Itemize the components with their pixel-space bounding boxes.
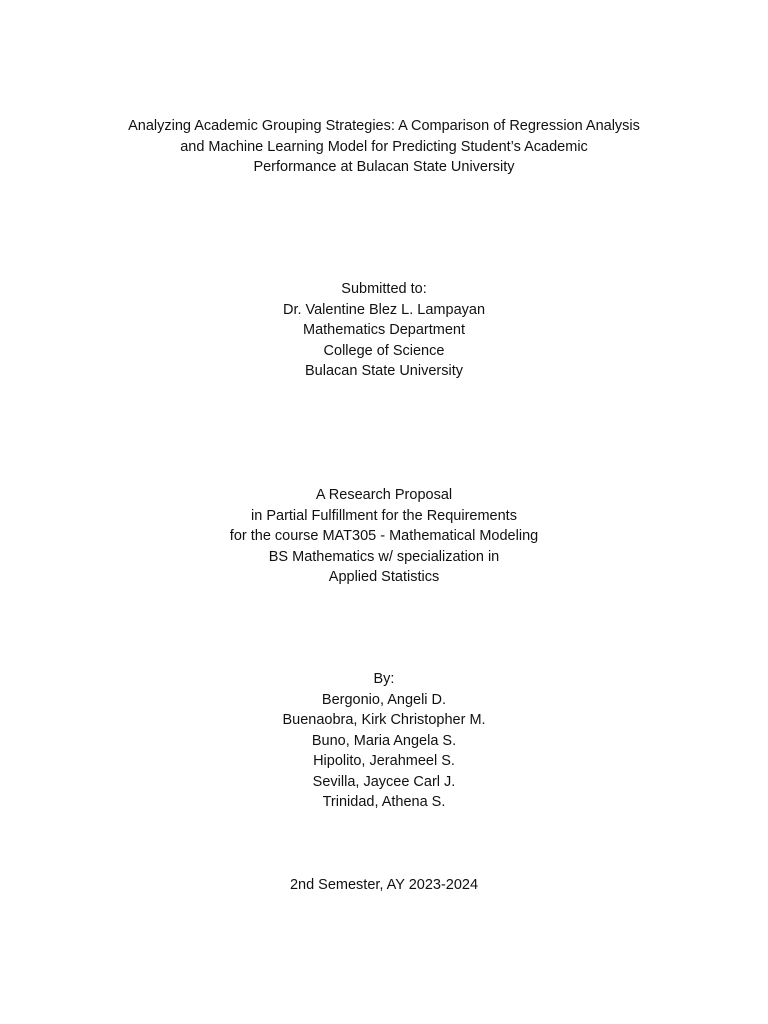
author-name: Sevilla, Jaycee Carl J. — [312, 773, 456, 790]
semester-section — [0, 875, 768, 896]
authors-section — [0, 669, 768, 813]
author-name: Trinidad, Athena S. — [322, 794, 446, 810]
proposal-line-4: BS Mathematics w/ specialization in — [268, 548, 500, 565]
submitted-to-heading: Submitted to: — [341, 281, 427, 297]
proposal-description — [0, 485, 768, 588]
title-line-1: Analyzing Academic Grouping Strategies: A Comparison of Regression Analysis — [128, 118, 640, 134]
proposal-line-1: A Research Proposal — [315, 487, 453, 503]
semester-text: 2nd Semester, AY 2023-2024 — [289, 877, 479, 893]
document-title — [0, 116, 768, 178]
author-name: Buenaobra, Kirk Christopher M. — [282, 712, 486, 728]
author-name: Hipolito, Jerahmeel S. — [313, 753, 455, 769]
title-line-2: and Machine Learning Model for Predicting Student’s Academic — [180, 138, 588, 155]
author-name: Buno, Maria Angela S. — [311, 732, 457, 749]
proposal-line-5: Applied Statistics — [328, 569, 440, 585]
title-line-3: Performance at Bulacan State University — [253, 159, 515, 175]
authors-heading: By: — [373, 671, 395, 687]
college-name: College of Science — [323, 342, 445, 359]
university-name: Bulacan State University — [305, 363, 463, 379]
author-name: Bergonio, Angeli D. — [321, 691, 447, 708]
submitted-to-section — [0, 279, 768, 382]
proposal-line-2: in Partial Fulfillment for the Requirements — [251, 507, 517, 524]
adviser-name: Dr. Valentine Blez L. Lampayan — [282, 301, 486, 318]
department-name: Mathematics Department — [303, 322, 465, 338]
proposal-line-3: for the course MAT305 - Mathematical Modeling — [229, 528, 539, 544]
